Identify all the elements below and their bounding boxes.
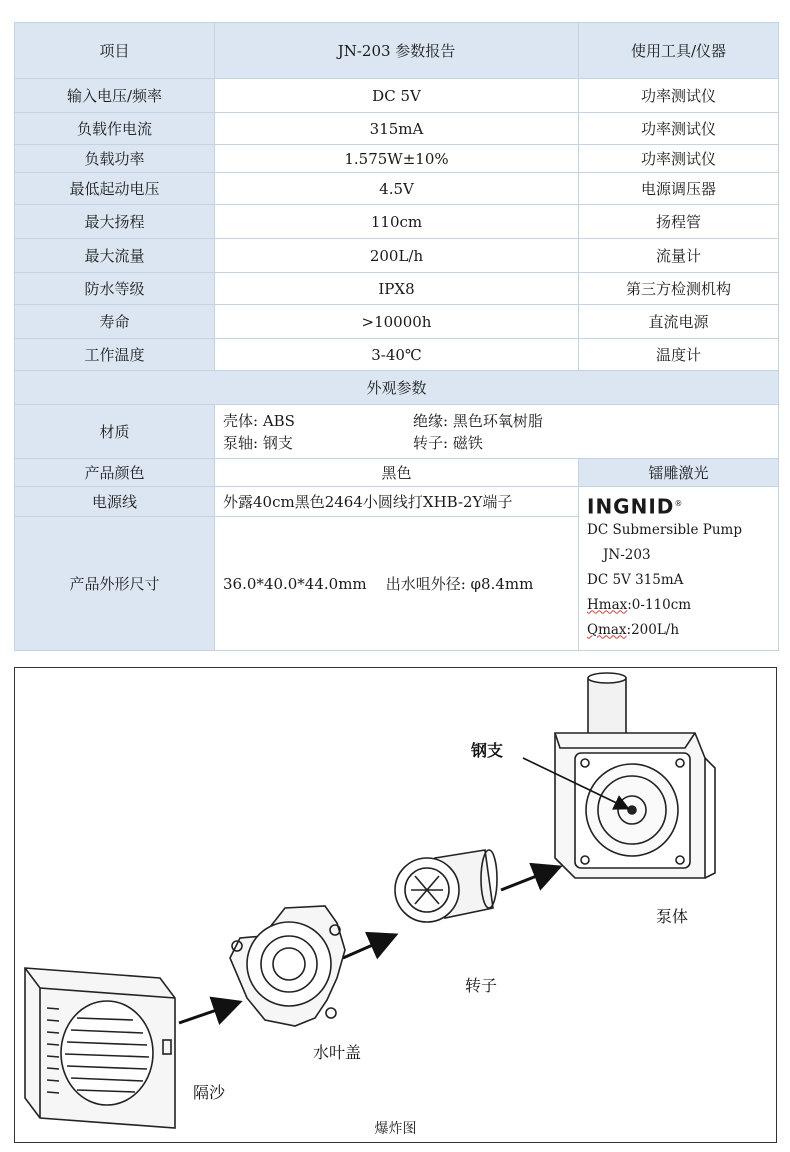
row-tool: 功率测试仪 xyxy=(579,113,779,145)
row-value: 315mA xyxy=(215,113,579,145)
table-row xyxy=(15,79,779,113)
row-tool: 扬程管 xyxy=(579,205,779,239)
row-value: >10000h xyxy=(215,305,579,339)
laser-line-5: Qmax:200L/h xyxy=(587,621,680,638)
row-label: 寿命 xyxy=(15,305,215,339)
laser-line-2: JN-203 xyxy=(603,546,651,563)
label-filter: 隔沙 xyxy=(193,1083,226,1102)
impeller-cover xyxy=(230,906,345,1026)
brand-logo: INGNID® xyxy=(587,494,684,519)
table-row xyxy=(15,339,779,371)
table-row xyxy=(15,145,779,173)
row-value: 1.575W±10% xyxy=(215,145,579,173)
table-row xyxy=(15,239,779,273)
row-label: 最低起动电压 xyxy=(15,173,215,205)
table-row xyxy=(15,273,779,305)
color-value: 黑色 xyxy=(215,459,579,487)
header-tools: 使用工具/仪器 xyxy=(579,23,779,79)
label-impeller-cover: 水叶盖 xyxy=(313,1043,362,1062)
row-value: 4.5V xyxy=(215,173,579,205)
material-shaft: 泵轴: 钢支 xyxy=(223,434,293,452)
filter-cover xyxy=(25,968,175,1128)
rotor xyxy=(395,850,497,922)
laser-line-4: Hmax:0-110cm xyxy=(587,596,692,613)
row-value: 3-40℃ xyxy=(215,339,579,371)
appearance-title-row xyxy=(15,371,779,405)
row-value: DC 5V xyxy=(215,79,579,113)
row-tool: 电源调压器 xyxy=(579,173,779,205)
cable-label: 电源线 xyxy=(15,487,215,517)
pump-body xyxy=(555,673,715,878)
row-tool: 功率测试仪 xyxy=(579,79,779,113)
row-tool: 第三方检测机构 xyxy=(579,273,779,305)
color-label: 产品颜色 xyxy=(15,459,215,487)
label-body: 泵体 xyxy=(656,907,689,926)
material-label: 材质 xyxy=(15,405,215,459)
row-label: 负载作电流 xyxy=(15,113,215,145)
row-tool: 功率测试仪 xyxy=(579,145,779,173)
header-item: 项目 xyxy=(15,23,215,79)
color-row xyxy=(15,459,779,487)
material-shell: 壳体: ABS xyxy=(223,412,295,430)
row-label: 最大扬程 xyxy=(15,205,215,239)
material-values xyxy=(215,405,779,459)
label-rotor: 转子 xyxy=(465,976,498,995)
row-label: 输入电压/频率 xyxy=(15,79,215,113)
material-insulation: 绝缘: 黑色环氧树脂 xyxy=(413,412,543,430)
row-label: 最大流量 xyxy=(15,239,215,273)
appearance-title: 外观参数 xyxy=(15,371,779,405)
diagram-caption: 爆炸图 xyxy=(374,1121,417,1137)
table-row xyxy=(15,205,779,239)
row-label: 防水等级 xyxy=(15,273,215,305)
row-label: 负载功率 xyxy=(15,145,215,173)
size-label: 产品外形尺寸 xyxy=(15,517,215,651)
header-report: JN-203 参数报告 xyxy=(215,23,579,79)
row-value: IPX8 xyxy=(215,273,579,305)
laser-line-1: DC Submersible Pump xyxy=(587,521,742,538)
table-row xyxy=(15,173,779,205)
table-header-row xyxy=(15,23,779,79)
material-rotor: 转子: 磁铁 xyxy=(413,434,483,452)
cable-value: 外露40cm黑色2464小圆线打XHB-2Y端子 xyxy=(215,487,579,517)
laser-engraving xyxy=(579,487,779,651)
size-value: 36.0*40.0*44.0mm 出水咀外径: φ8.4mm xyxy=(215,517,579,651)
spec-table xyxy=(14,22,779,651)
label-shaft: 钢支 xyxy=(471,741,504,760)
row-tool: 直流电源 xyxy=(579,305,779,339)
exploded-view-diagram xyxy=(14,667,777,1143)
material-row xyxy=(15,405,779,459)
row-value: 110cm xyxy=(215,205,579,239)
laser-title: 镭雕激光 xyxy=(579,459,779,487)
row-label: 工作温度 xyxy=(15,339,215,371)
row-tool: 流量计 xyxy=(579,239,779,273)
laser-line-3: DC 5V 315mA xyxy=(587,571,684,588)
row-value: 200L/h xyxy=(215,239,579,273)
cable-row xyxy=(15,487,779,517)
row-tool: 温度计 xyxy=(579,339,779,371)
table-row xyxy=(15,305,779,339)
table-row xyxy=(15,113,779,145)
